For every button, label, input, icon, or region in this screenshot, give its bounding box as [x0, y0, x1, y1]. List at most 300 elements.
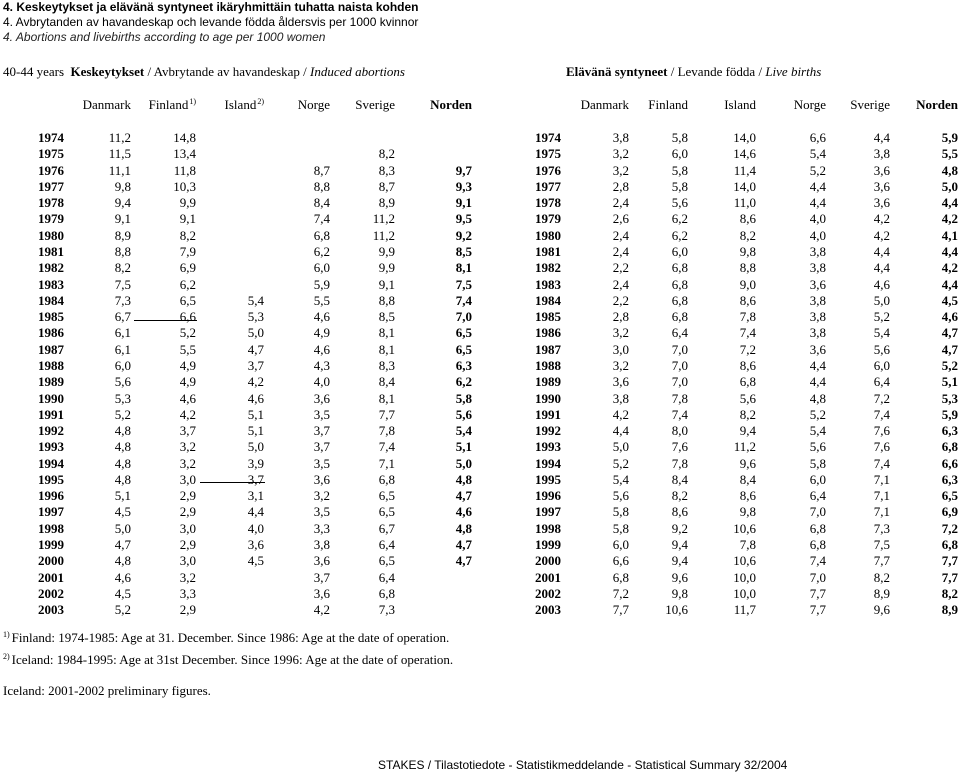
- births-value-norden: 4,4: [941, 276, 958, 292]
- data-table: [0, 130, 960, 618]
- births-value-sverige: 4,2: [873, 211, 890, 227]
- births-value-sverige: 5,4: [873, 325, 890, 341]
- table-title-fi: 4. Keskeytykset ja elävänä syntyneet ikäryhmittäin tuhatta naista kohden: [3, 0, 419, 14]
- births-year: 2002: [535, 585, 561, 601]
- abortions-value-norge: 3,7: [313, 423, 330, 439]
- abortions-value-finland: 2,9: [179, 602, 196, 618]
- abortions-value-finland: 9,1: [179, 211, 196, 227]
- births-value-sverige: 7,5: [873, 537, 890, 553]
- table-row: [0, 325, 960, 341]
- abortions-value-finland: 4,9: [179, 374, 196, 390]
- abortions-heading-fi: Keskeytykset: [70, 64, 145, 79]
- births-value-norge: 7,7: [809, 602, 826, 618]
- births-value-island: 14,6: [733, 146, 756, 162]
- births-value-danmark: 3,2: [612, 146, 629, 162]
- births-value-norden: 8,2: [941, 585, 958, 601]
- table-row: [0, 163, 960, 179]
- abortions-value-finland: 5,2: [179, 325, 196, 341]
- births-value-finland: 6,8: [671, 260, 688, 276]
- births-value-island: 8,6: [739, 292, 756, 308]
- abortions-value-island: 4,4: [247, 504, 264, 520]
- births-value-finland: 10,6: [665, 602, 688, 618]
- births-value-norge: 5,8: [809, 455, 826, 471]
- births-value-danmark: 2,4: [612, 276, 629, 292]
- abortions-year: 1982: [38, 260, 64, 276]
- births-value-norge: 4,4: [809, 357, 826, 373]
- births-value-island: 10,6: [733, 520, 756, 536]
- births-year: 1982: [535, 260, 561, 276]
- page-footer: STAKES / Tilastotiedote - Statistikmeddelande - Statistical Summary 32/2004: [378, 758, 788, 772]
- abortions-col-finland-footnote-mark: 1): [189, 97, 196, 106]
- abortions-value-finland: 11,8: [173, 162, 196, 178]
- abortions-value-island: 4,2: [247, 374, 264, 390]
- births-value-sverige: 5,0: [873, 292, 890, 308]
- births-value-norden: 7,2: [941, 520, 958, 536]
- abortions-value-island: 3,9: [247, 455, 264, 471]
- births-col-norge-label: Norge: [793, 97, 826, 112]
- abortions-value-sverige: 7,1: [378, 455, 395, 471]
- births-value-danmark: 5,8: [612, 504, 629, 520]
- abortions-value-danmark: 5,6: [114, 374, 131, 390]
- births-value-finland: 8,4: [671, 471, 688, 487]
- births-value-sverige: 4,4: [873, 130, 890, 145]
- abortions-value-island: 5,1: [247, 406, 264, 422]
- abortions-value-finland: 3,7: [179, 423, 196, 439]
- births-value-sverige: 7,6: [873, 423, 890, 439]
- births-value-finland: 6,8: [671, 292, 688, 308]
- births-heading-fi: Elävänä syntyneet: [566, 64, 668, 79]
- abortions-value-danmark: 4,5: [114, 585, 131, 601]
- births-value-island: 8,6: [739, 357, 756, 373]
- births-value-norge: 3,8: [809, 292, 826, 308]
- finland-series-break-line: [134, 320, 197, 321]
- births-value-island: 6,8: [739, 374, 756, 390]
- abortions-value-finland: 2,9: [179, 504, 196, 520]
- abortions-value-norge: 6,2: [313, 243, 330, 259]
- births-value-finland: 9,4: [671, 553, 688, 569]
- births-value-norge: 3,8: [809, 260, 826, 276]
- births-value-sverige: 3,8: [873, 146, 890, 162]
- abortions-value-finland: 3,0: [179, 553, 196, 569]
- abortions-heading-sv: / Avbrytande av havandeskap /: [144, 64, 311, 79]
- abortions-year: 1993: [38, 439, 64, 455]
- abortions-value-sverige: 8,8: [378, 292, 395, 308]
- abortions-year: 1987: [38, 341, 64, 357]
- abortions-year: 1983: [38, 276, 64, 292]
- abortions-value-norge: 8,7: [313, 162, 330, 178]
- births-value-danmark: 6,6: [612, 553, 629, 569]
- abortions-value-norge: 3,5: [313, 406, 330, 422]
- abortions-year: 2001: [38, 569, 64, 585]
- table-row: [0, 553, 960, 569]
- births-value-danmark: 5,6: [612, 488, 629, 504]
- abortions-value-norden: 7,0: [455, 309, 472, 325]
- births-value-sverige: 5,6: [873, 341, 890, 357]
- births-value-sverige: 9,6: [873, 602, 890, 618]
- abortions-value-norden: 4,6: [455, 504, 472, 520]
- abortions-value-sverige: 9,1: [378, 276, 395, 292]
- abortions-value-norden: 5,1: [455, 439, 472, 455]
- births-heading-sv: / Levande födda /: [667, 64, 766, 79]
- abortions-value-island: 4,5: [247, 553, 264, 569]
- births-value-norden: 4,1: [941, 227, 958, 243]
- footnote-1-mark: 1): [3, 630, 10, 639]
- births-value-finland: 6,0: [671, 146, 688, 162]
- births-value-island: 8,4: [739, 471, 756, 487]
- births-year: 1996: [535, 488, 561, 504]
- births-value-norden: 4,2: [941, 260, 958, 276]
- abortions-year: 1977: [38, 178, 64, 194]
- births-value-sverige: 7,1: [873, 488, 890, 504]
- abortions-year: 1994: [38, 455, 64, 471]
- births-value-island: 10,0: [733, 569, 756, 585]
- abortions-value-island: 3,7: [247, 471, 264, 487]
- abortions-year: 1998: [38, 520, 64, 536]
- abortions-value-sverige: 7,4: [378, 439, 395, 455]
- abortions-year: 1985: [38, 309, 64, 325]
- births-value-norge: 3,6: [809, 276, 826, 292]
- age-group-label: 40-44 years: [3, 64, 65, 79]
- births-value-danmark: 4,2: [612, 406, 629, 422]
- abortions-value-norden: 4,7: [455, 553, 472, 569]
- births-value-finland: 7,0: [671, 374, 688, 390]
- births-value-finland: 5,8: [671, 162, 688, 178]
- births-value-sverige: 5,2: [873, 309, 890, 325]
- abortions-value-norge: 4,0: [313, 374, 330, 390]
- abortions-value-norge: 3,8: [313, 537, 330, 553]
- births-value-danmark: 3,0: [612, 341, 629, 357]
- abortions-year: 1975: [38, 146, 64, 162]
- abortions-value-norge: 5,9: [313, 276, 330, 292]
- abortions-year: 2003: [38, 602, 64, 618]
- births-value-island: 11,2: [733, 439, 756, 455]
- abortions-value-sverige: 6,5: [378, 504, 395, 520]
- abortions-value-sverige: 6,4: [378, 569, 395, 585]
- births-value-island: 8,6: [739, 211, 756, 227]
- births-value-norden: 6,3: [941, 423, 958, 439]
- births-value-sverige: 7,6: [873, 439, 890, 455]
- abortions-value-norden: 8,5: [455, 243, 472, 259]
- births-col-danmark-label: Danmark: [580, 97, 629, 112]
- abortions-value-norden: 7,5: [455, 276, 472, 292]
- table-row: [0, 488, 960, 504]
- abortions-value-norden: 4,8: [455, 520, 472, 536]
- table-row: [0, 244, 960, 260]
- table-row: [0, 586, 960, 602]
- abortions-value-norden: 7,4: [455, 292, 472, 308]
- abortions-year: 1978: [38, 195, 64, 211]
- births-value-island: 11,7: [733, 602, 756, 618]
- births-value-island: 7,4: [739, 325, 756, 341]
- births-value-norden: 5,1: [941, 374, 958, 390]
- abortions-value-finland: 13,4: [173, 146, 196, 162]
- abortions-value-norden: 6,3: [455, 357, 472, 373]
- births-value-norge: 7,4: [809, 553, 826, 569]
- abortions-value-norge: 6,8: [313, 227, 330, 243]
- footnote-2-mark: 2): [3, 652, 10, 661]
- births-value-norden: 5,5: [941, 146, 958, 162]
- births-value-danmark: 5,0: [612, 439, 629, 455]
- births-year: 1992: [535, 423, 561, 439]
- abortions-year: 1984: [38, 292, 64, 308]
- births-value-finland: 9,4: [671, 537, 688, 553]
- births-value-norge: 5,4: [809, 423, 826, 439]
- births-year: 1981: [535, 243, 561, 259]
- abortions-col-danmark-label: Danmark: [82, 97, 131, 112]
- abortions-value-sverige: 6,5: [378, 488, 395, 504]
- table-row: [0, 228, 960, 244]
- abortions-value-norden: 4,7: [455, 488, 472, 504]
- abortions-value-finland: 6,5: [179, 292, 196, 308]
- abortions-value-sverige: 8,1: [378, 341, 395, 357]
- abortions-year: 1981: [38, 243, 64, 259]
- abortions-year: 1988: [38, 357, 64, 373]
- abortions-value-norge: 8,4: [313, 195, 330, 211]
- births-value-island: 7,8: [739, 537, 756, 553]
- abortions-value-norden: 9,5: [455, 211, 472, 227]
- abortions-value-finland: 8,2: [179, 227, 196, 243]
- births-value-danmark: 2,4: [612, 195, 629, 211]
- abortions-year: 1997: [38, 504, 64, 520]
- table-title-sv: 4. Avbrytanden av havandeskap och levande födda åldersvis per 1000 kvinnor: [3, 15, 419, 29]
- births-value-sverige: 7,2: [873, 390, 890, 406]
- births-year: 1988: [535, 357, 561, 373]
- births-year: 1980: [535, 227, 561, 243]
- abortions-value-norden: 8,1: [455, 260, 472, 276]
- abortions-value-danmark: 4,8: [114, 455, 131, 471]
- abortions-value-norge: 4,9: [313, 325, 330, 341]
- abortions-year: 1989: [38, 374, 64, 390]
- abortions-value-island: 4,6: [247, 390, 264, 406]
- births-value-sverige: 6,0: [873, 357, 890, 373]
- table-row: [0, 602, 960, 618]
- births-value-finland: 9,6: [671, 569, 688, 585]
- abortions-value-sverige: 8,2: [378, 146, 395, 162]
- abortions-year: 1992: [38, 423, 64, 439]
- abortions-value-norden: 9,7: [455, 162, 472, 178]
- births-value-danmark: 2,8: [612, 309, 629, 325]
- table-row: [0, 309, 960, 325]
- births-col-finland-label: Finland: [648, 97, 688, 112]
- births-value-danmark: 7,2: [612, 585, 629, 601]
- abortions-value-norden: 5,6: [455, 406, 472, 422]
- births-value-norden: 4,6: [941, 309, 958, 325]
- abortions-value-island: 4,7: [247, 341, 264, 357]
- abortions-value-danmark: 4,8: [114, 471, 131, 487]
- births-value-finland: 8,0: [671, 423, 688, 439]
- births-value-danmark: 6,0: [612, 537, 629, 553]
- births-value-norden: 4,2: [941, 211, 958, 227]
- births-value-norden: 6,3: [941, 471, 958, 487]
- births-value-island: 8,2: [739, 406, 756, 422]
- abortions-value-sverige: 9,9: [378, 260, 395, 276]
- births-value-norden: 6,9: [941, 504, 958, 520]
- abortions-year: 1990: [38, 390, 64, 406]
- births-value-danmark: 2,2: [612, 260, 629, 276]
- births-section-heading: [566, 64, 821, 80]
- abortions-col-norden-label: Norden: [430, 97, 472, 112]
- abortions-value-finland: 2,9: [179, 488, 196, 504]
- abortions-value-danmark: 5,2: [114, 602, 131, 618]
- births-value-danmark: 3,2: [612, 357, 629, 373]
- abortions-value-sverige: 6,8: [378, 471, 395, 487]
- abortions-value-norden: 5,0: [455, 455, 472, 471]
- births-year: 1997: [535, 504, 561, 520]
- abortions-year: 1986: [38, 325, 64, 341]
- births-year: 1987: [535, 341, 561, 357]
- abortions-value-sverige: 8,9: [378, 195, 395, 211]
- births-value-finland: 7,6: [671, 439, 688, 455]
- table-row: [0, 211, 960, 227]
- abortions-value-norden: 4,7: [455, 537, 472, 553]
- table-row: [0, 130, 960, 146]
- abortions-section-heading: [3, 64, 405, 80]
- table-row: [0, 504, 960, 520]
- births-value-island: 9,8: [739, 504, 756, 520]
- abortions-col-island-footnote-mark: 2): [257, 97, 264, 106]
- births-value-norge: 4,0: [809, 211, 826, 227]
- table-row: [0, 293, 960, 309]
- births-value-danmark: 3,2: [612, 162, 629, 178]
- births-value-norge: 4,8: [809, 390, 826, 406]
- births-value-sverige: 4,2: [873, 227, 890, 243]
- births-value-norge: 5,2: [809, 406, 826, 422]
- births-value-norge: 3,8: [809, 243, 826, 259]
- footnote-2: [3, 652, 453, 668]
- births-value-island: 10,6: [733, 553, 756, 569]
- abortions-value-danmark: 11,1: [108, 162, 131, 178]
- births-value-norden: 5,3: [941, 390, 958, 406]
- abortions-value-sverige: 8,5: [378, 309, 395, 325]
- abortions-value-danmark: 4,5: [114, 504, 131, 520]
- abortions-col-norge-label: Norge: [297, 97, 330, 112]
- table-row: [0, 146, 960, 162]
- abortions-value-danmark: 5,1: [114, 488, 131, 504]
- births-value-norden: 4,8: [941, 162, 958, 178]
- abortions-value-sverige: 6,4: [378, 537, 395, 553]
- abortions-value-danmark: 4,8: [114, 423, 131, 439]
- abortions-value-norge: 3,5: [313, 504, 330, 520]
- births-value-sverige: 3,6: [873, 178, 890, 194]
- abortions-value-finland: 2,9: [179, 537, 196, 553]
- abortions-value-norge: 3,6: [313, 553, 330, 569]
- abortions-year: 1974: [38, 130, 64, 145]
- abortions-value-sverige: 8,7: [378, 178, 395, 194]
- abortions-value-norge: 4,3: [313, 357, 330, 373]
- table-row: [0, 537, 960, 553]
- births-value-island: 9,4: [739, 423, 756, 439]
- abortions-value-danmark: 6,1: [114, 341, 131, 357]
- abortions-value-sverige: 7,7: [378, 406, 395, 422]
- abortions-value-island: 5,0: [247, 325, 264, 341]
- table-row: [0, 521, 960, 537]
- births-value-finland: 8,2: [671, 488, 688, 504]
- births-value-finland: 8,6: [671, 504, 688, 520]
- table-row: [0, 456, 960, 472]
- abortions-value-finland: 4,6: [179, 390, 196, 406]
- abortions-value-norge: 3,2: [313, 488, 330, 504]
- abortions-value-sverige: 8,3: [378, 357, 395, 373]
- abortions-value-island: 3,1: [247, 488, 264, 504]
- births-value-norden: 6,8: [941, 537, 958, 553]
- abortions-value-sverige: 8,1: [378, 390, 395, 406]
- table-row: [0, 423, 960, 439]
- births-value-danmark: 7,7: [612, 602, 629, 618]
- abortions-value-norge: 3,6: [313, 585, 330, 601]
- births-value-sverige: 7,4: [873, 406, 890, 422]
- abortions-value-danmark: 4,6: [114, 569, 131, 585]
- births-value-danmark: 4,4: [612, 423, 629, 439]
- abortions-value-finland: 4,9: [179, 357, 196, 373]
- table-row: [0, 260, 960, 276]
- births-value-norge: 5,6: [809, 439, 826, 455]
- births-value-island: 11,4: [733, 162, 756, 178]
- births-year: 1974: [535, 130, 561, 145]
- footnote-1-text: Finland: 1974-1985: Age at 31. December. Since 1986: Age at the date of operation.: [11, 630, 450, 645]
- abortions-col-finland-label: Finland: [148, 97, 189, 112]
- births-value-finland: 9,2: [671, 520, 688, 536]
- abortions-value-island: 3,7: [247, 357, 264, 373]
- births-value-sverige: 7,1: [873, 504, 890, 520]
- table-row: [0, 179, 960, 195]
- births-year: 2000: [535, 553, 561, 569]
- births-value-finland: 6,8: [671, 309, 688, 325]
- births-value-island: 8,6: [739, 488, 756, 504]
- births-value-norden: 8,9: [941, 602, 958, 618]
- births-value-finland: 6,2: [671, 227, 688, 243]
- births-year: 1983: [535, 276, 561, 292]
- abortions-value-finland: 3,0: [179, 471, 196, 487]
- table-row: [0, 472, 960, 488]
- abortions-value-finland: 3,2: [179, 455, 196, 471]
- footnote-3: [3, 683, 211, 699]
- abortions-value-norge: 3,7: [313, 569, 330, 585]
- births-value-norden: 6,8: [941, 439, 958, 455]
- births-value-sverige: 7,1: [873, 471, 890, 487]
- abortions-value-danmark: 4,8: [114, 439, 131, 455]
- abortions-value-sverige: 7,8: [378, 423, 395, 439]
- abortions-value-norden: 5,4: [455, 423, 472, 439]
- births-value-danmark: 6,8: [612, 569, 629, 585]
- abortions-value-danmark: 8,9: [114, 227, 131, 243]
- abortions-value-sverige: 9,9: [378, 243, 395, 259]
- table-row: [0, 439, 960, 455]
- abortions-value-norden: 5,8: [455, 390, 472, 406]
- abortions-value-danmark: 6,0: [114, 357, 131, 373]
- births-value-sverige: 8,2: [873, 569, 890, 585]
- births-value-danmark: 5,4: [612, 471, 629, 487]
- abortions-col-sverige-label: Sverige: [355, 97, 395, 112]
- births-value-danmark: 3,6: [612, 374, 629, 390]
- births-value-sverige: 7,7: [873, 553, 890, 569]
- abortions-value-danmark: 9,1: [114, 211, 131, 227]
- footnote-3-text: Iceland: 2001-2002 preliminary figures.: [3, 683, 211, 698]
- abortions-value-sverige: 11,2: [372, 227, 395, 243]
- abortions-value-norge: 3,5: [313, 455, 330, 471]
- abortions-year: 2002: [38, 585, 64, 601]
- births-value-finland: 7,0: [671, 357, 688, 373]
- abortions-value-finland: 6,2: [179, 276, 196, 292]
- births-value-norge: 7,0: [809, 504, 826, 520]
- births-value-sverige: 3,6: [873, 195, 890, 211]
- births-value-norge: 4,4: [809, 178, 826, 194]
- births-value-finland: 9,8: [671, 585, 688, 601]
- abortions-value-island: 5,0: [247, 439, 264, 455]
- births-value-finland: 7,8: [671, 455, 688, 471]
- births-value-norden: 5,9: [941, 406, 958, 422]
- abortions-value-danmark: 7,3: [114, 292, 131, 308]
- births-value-norge: 3,8: [809, 309, 826, 325]
